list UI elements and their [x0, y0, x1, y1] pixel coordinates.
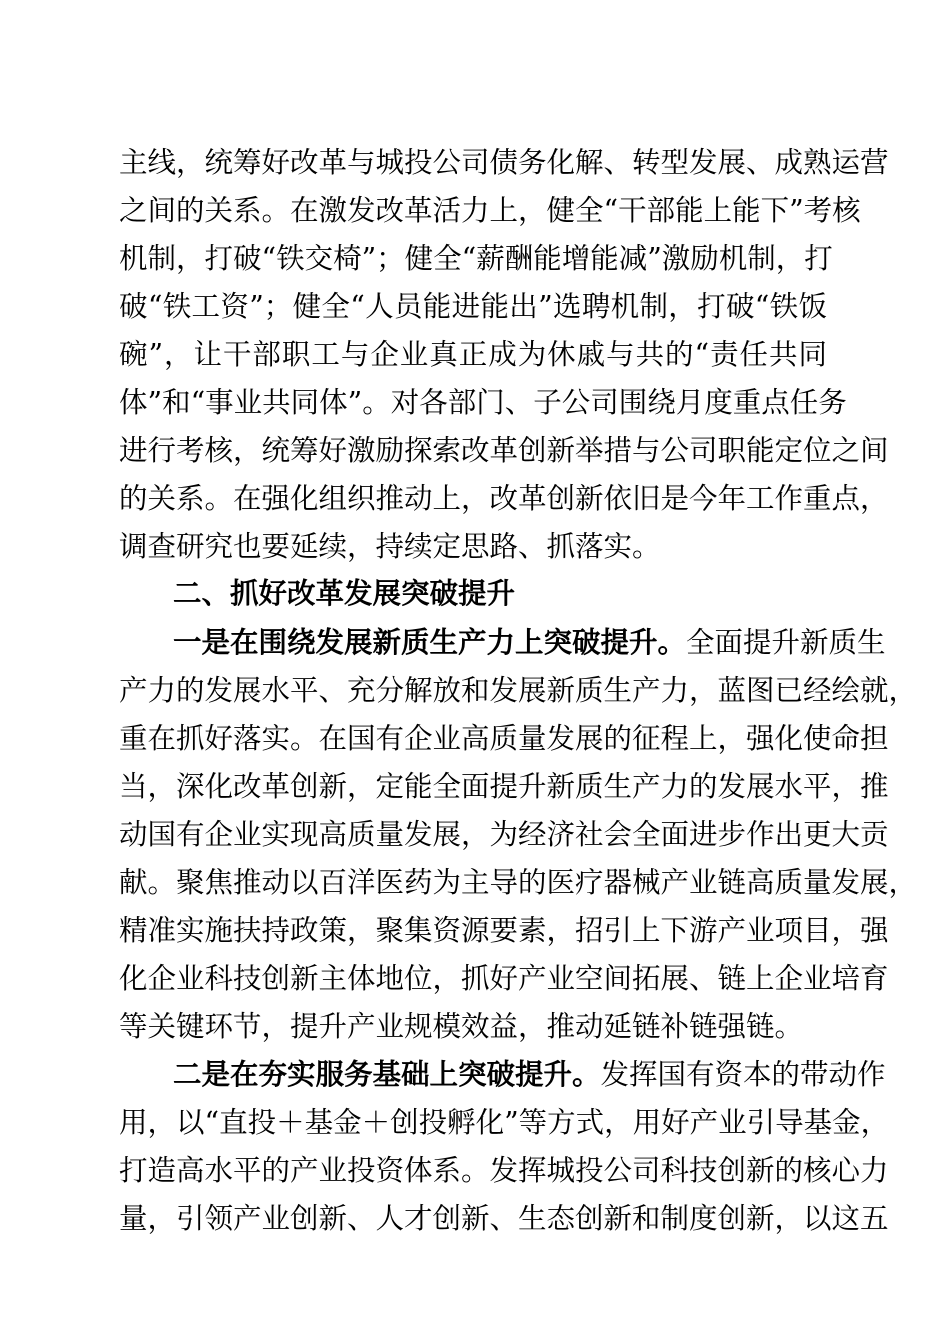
paragraph-first-line — [173, 1053, 886, 1097]
paragraph-line: 破“铁工资”；健全“人员能进能出”选聘机制，打破“铁饭 — [119, 290, 827, 323]
paragraph-line: 献。聚焦推动以百洋医药为主导的医疗器械产业链高质量发展， — [119, 866, 918, 899]
paragraph-line: 打造高水平的产业投资体系。发挥城投公司科技创新的核心力 — [119, 1154, 889, 1187]
paragraph-line: 调查研究也要延续，持续定思路、抓落实。 — [119, 530, 661, 563]
paragraph-line: 等关键环节，提升产业规模效益，推动延链补链强链。 — [119, 1010, 804, 1043]
paragraph-line: 体”和“事业共同体”。对各部门、子公司围绕月度重点任务 — [119, 386, 847, 419]
paragraph-line: 碗”，让干部职工与企业真正成为休戚与共的“责任共同 — [119, 338, 827, 371]
paragraph-line: 产力的发展水平、充分解放和发展新质生产力，蓝图已经绘就， — [119, 674, 918, 707]
paragraph-line: 动国有企业实现高质量发展，为经济社会全面进步作出更大贡 — [119, 818, 889, 851]
paragraph-line: 当，深化改革创新，定能全面提升新质生产力的发展水平，推 — [119, 770, 889, 803]
paragraph-line: 进行考核，统筹好激励探索改革创新举措与公司职能定位之间 — [119, 434, 889, 467]
paragraph-line: 机制，打破“铁交椅”；健全“薪酬能增能减”激励机制，打 — [119, 242, 833, 275]
paragraph-line: 量，引领产业创新、人才创新、生态创新和制度创新，以这五 — [119, 1202, 889, 1235]
paragraph-line: 之间的关系。在激发改革活力上，健全“干部能上能下”考核 — [119, 194, 861, 227]
paragraph-line: 重在抓好落实。在国有企业高质量发展的征程上，强化使命担 — [119, 722, 889, 755]
paragraph-line: 化企业科技创新主体地位，抓好产业空间拓展、链上企业培育 — [119, 962, 889, 995]
paragraph-line: 用，以“直投＋基金＋创投孵化”等方式，用好产业引导基金， — [119, 1106, 890, 1139]
section-heading: 二、抓好改革发展突破提升 — [173, 577, 516, 610]
paragraph-line: 精准实施扶持政策，聚集资源要素，招引上下游产业项目，强 — [119, 914, 889, 947]
paragraph-line: 主线，统筹好改革与城投公司债务化解、转型发展、成熟运营 — [119, 146, 889, 179]
paragraph-text: 发挥国有资本的带动作 — [600, 1058, 886, 1091]
paragraph-line: 的关系。在强化组织推动上，改革创新依旧是今年工作重点， — [119, 482, 889, 515]
paragraph-lead: 一是在围绕发展新质生产力上突破提升。 — [173, 626, 687, 659]
paragraph-lead: 二是在夯实服务基础上突破提升。 — [173, 1058, 601, 1091]
paragraph-first-line — [173, 621, 886, 665]
paragraph-text: 全面提升新质生 — [686, 626, 886, 659]
